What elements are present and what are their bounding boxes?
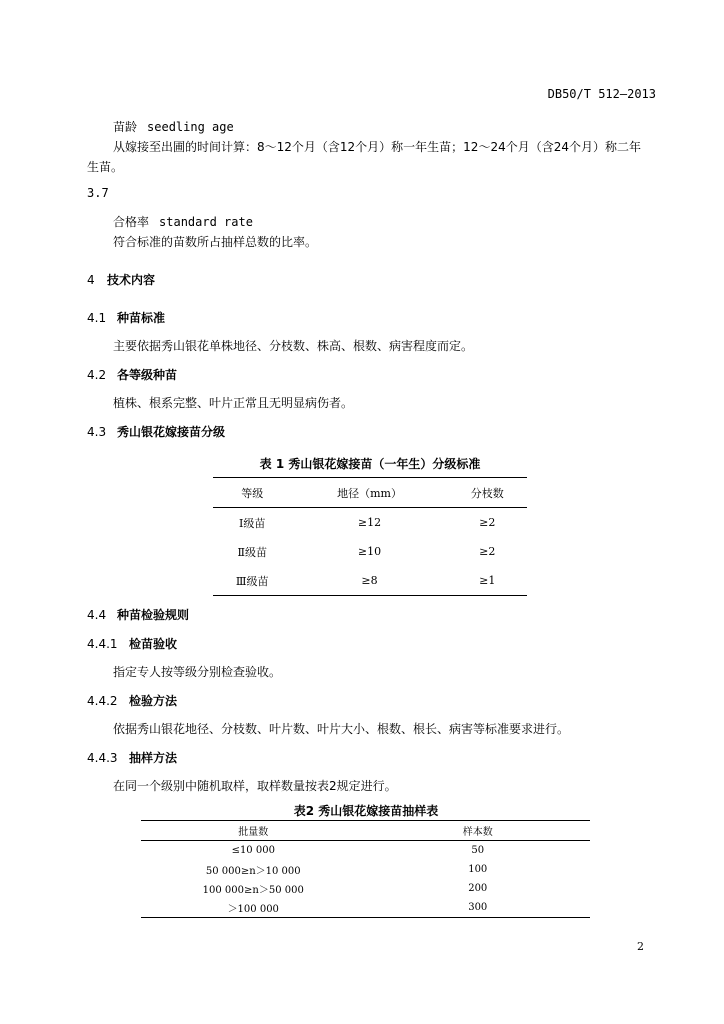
table-header-row: [213, 478, 527, 508]
table-header-cell: 样本数: [366, 821, 591, 841]
page-number: 2: [637, 940, 644, 953]
section-text: 在同一个级别中随机取样，取样数量按表2规定进行。: [113, 779, 397, 793]
table-cell: ≥10: [357, 545, 382, 558]
table-cell: 50: [471, 845, 485, 856]
section-text: 依据秀山银花地径、分枝数、叶片数、叶片大小、根数、根长、病害等标准要求进行。: [113, 722, 570, 736]
table-cell: Ⅰ级苗: [239, 516, 266, 530]
section-text: 植株、根系完整、叶片正常且无明显病伤者。: [113, 396, 354, 410]
term-cn: 苗龄: [113, 120, 138, 134]
table-cell: ≤10 000: [231, 845, 275, 856]
grading-table: [213, 477, 527, 596]
table-cell: ≥2: [479, 516, 496, 529]
section-heading: 4.4 种苗检验规则: [87, 608, 190, 622]
table-row: [141, 860, 590, 879]
section-text: 主要依据秀山银花单株地径、分枝数、株高、根数、病害程度而定。: [113, 339, 474, 353]
section-heading: 4.4.2 检验方法: [87, 694, 178, 708]
table-cell: ≥1: [479, 574, 496, 587]
term-en: standard rate: [159, 215, 253, 229]
term-cn: 合格率: [113, 215, 150, 229]
table-cell: ≥8: [361, 574, 378, 587]
table-header-cell: 等级: [213, 478, 291, 508]
table2-caption: 表2 秀山银花嫁接苗抽样表: [293, 804, 439, 818]
table-row: [141, 879, 590, 898]
table-cell: 100 000≥n＞50 000: [202, 885, 304, 896]
table-row: [141, 841, 590, 861]
section-heading: 4.3 秀山银花嫁接苗分级: [87, 425, 226, 439]
table1-caption: 表 1 秀山银花嫁接苗（一年生）分级标准: [259, 457, 481, 471]
section-heading: 4 技术内容: [87, 273, 156, 287]
clause-number: 3.7: [87, 186, 109, 200]
table-row: [213, 537, 527, 566]
document-code-header: DB50/T 512—2013: [547, 87, 656, 101]
table-cell: Ⅲ级苗: [235, 574, 269, 588]
section-text: 指定专人按等级分别检查验收。: [113, 665, 282, 679]
table-cell: Ⅱ级苗: [237, 545, 267, 559]
table-cell: 200: [468, 883, 488, 894]
table-cell: 50 000≥n＞10 000: [205, 866, 301, 877]
table-cell: ＞100 000: [227, 904, 279, 915]
table-cell: 100: [468, 864, 488, 875]
table-header-cell: 地径（mm）: [291, 478, 447, 508]
term-en: seedling age: [147, 120, 234, 134]
term-definition: 符合标准的苗数所占抽样总数的比率。: [113, 235, 318, 249]
section-heading: 4.4.3 抽样方法: [87, 751, 178, 765]
table-header-row: [141, 821, 590, 841]
table-row: [141, 898, 590, 918]
section-heading: 4.4.1 检苗验收: [87, 637, 178, 651]
section-heading: 4.2 各等级种苗: [87, 368, 178, 382]
table-cell: ≥2: [479, 545, 496, 558]
sampling-table: [141, 820, 590, 918]
table-header-cell: 批量数: [141, 821, 366, 841]
table-cell: ≥12: [357, 516, 382, 529]
term-seedling-age: [113, 118, 234, 135]
term-definition-line: 生苗。: [87, 160, 124, 174]
section-heading: 4.1 种苗标准: [87, 311, 166, 325]
term-definition-line: 从嫁接至出圃的时间计算：8～12个月（含12个月）称一年生苗；12～24个月（含24个月）称二年: [113, 140, 641, 154]
table-cell: 300: [468, 902, 488, 913]
table-row: [213, 508, 527, 538]
table-header-cell: 分枝数: [448, 478, 527, 508]
table-row: [213, 566, 527, 596]
term-standard-rate: [113, 213, 253, 230]
